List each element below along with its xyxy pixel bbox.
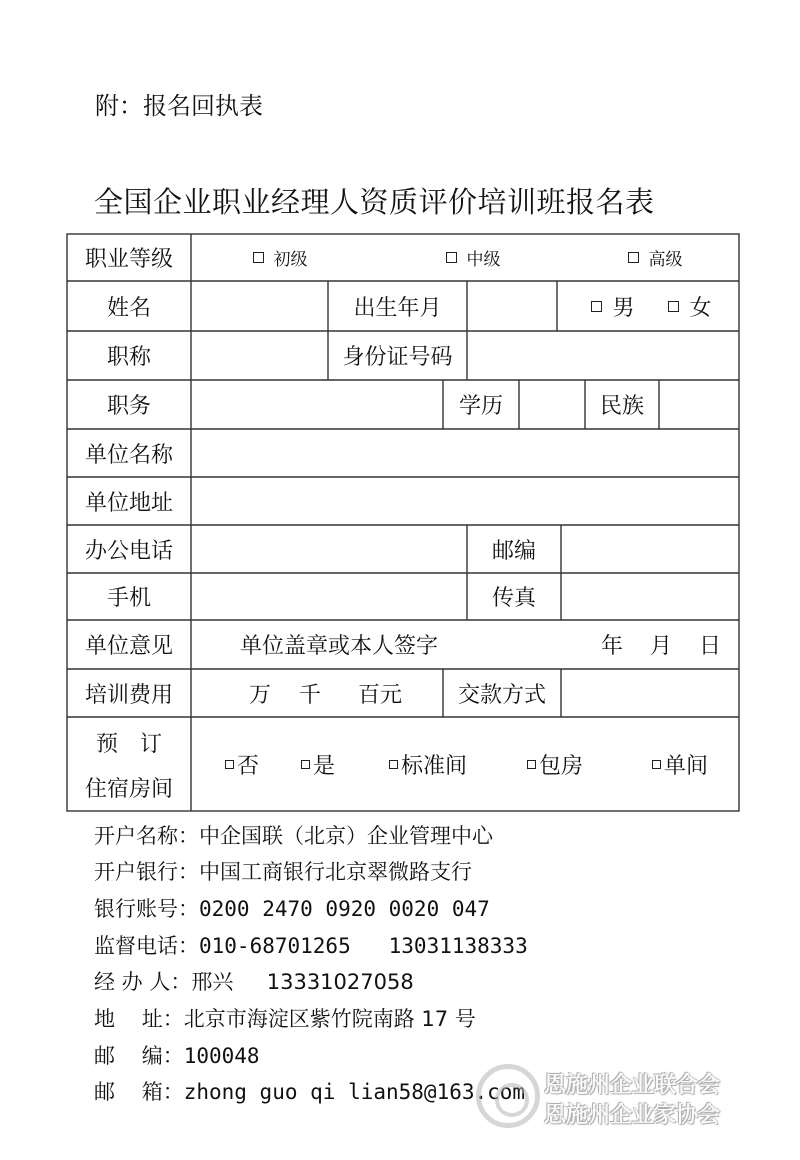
checkbox-icon [389,760,398,769]
level-option-intermediate[interactable]: 中级 [428,234,518,281]
birth-field[interactable] [467,281,557,331]
checkbox-icon [668,301,679,312]
checkbox-icon [225,760,234,769]
checkbox-icon [253,252,264,263]
watermark-line1: 恩施州企业联合会 [544,1073,721,1098]
room-option-yes[interactable]: 是 [288,717,348,811]
position-label: 职务 [106,394,151,419]
education-field[interactable] [519,380,585,429]
org-name-label: 单位名称 [84,442,173,468]
fax-label: 传真 [491,586,536,611]
room-option-no[interactable]: 否 [212,717,272,811]
gender-option-male[interactable]: 男 [578,281,648,331]
ethnicity-label: 民族 [599,394,644,419]
org-address-field[interactable] [191,477,739,525]
attachment-heading: 附：报名回执表 [95,92,263,120]
watermark-line2: 恩施州企业家协会 [544,1103,721,1128]
payment-method-label: 交款方式 [457,682,546,708]
form-title: 全国企业职业经理人资质评价培训班报名表 [94,185,655,219]
date-day: 日 [698,634,721,659]
postcode-field[interactable] [561,525,739,573]
name-label: 姓名 [106,295,151,321]
office-phone-label: 办公电话 [84,538,173,564]
booking-label-line1: 预 订 [95,731,162,757]
room-option-package[interactable]: 包房 [515,717,595,811]
id-number-field[interactable] [467,331,739,380]
org-address-label: 单位地址 [84,490,173,516]
education-label: 学历 [458,394,503,419]
checkbox-icon [301,760,310,769]
date-month: 月 [649,634,672,659]
info-email: 邮 箱：zhong guo qi lian58@163.com [94,1080,526,1104]
watermark [476,1064,776,1130]
payment-method-field[interactable] [561,669,739,717]
level-option-senior[interactable]: 高级 [610,234,700,281]
title-field[interactable] [191,331,328,380]
office-phone-field[interactable] [191,525,467,573]
mobile-field[interactable] [191,573,467,620]
fee-label: 培训费用 [84,682,173,708]
name-field[interactable] [191,281,328,331]
fee-baiyuan: 百元 [357,682,402,708]
info-bank: 开户银行：中国工商银行北京翠微路支行 [94,860,472,884]
checkbox-icon [628,252,639,263]
level-option-junior[interactable]: 初级 [235,234,325,281]
room-option-single[interactable]: 单间 [640,717,720,811]
room-option-standard[interactable]: 标准间 [378,717,478,811]
info-zip: 邮 编：100048 [94,1044,260,1068]
position-field[interactable] [191,380,443,429]
org-opinion-label: 单位意见 [84,634,173,659]
checkbox-icon [527,760,536,769]
date-year: 年 [600,634,623,659]
info-account-name: 开户名称：中企国联（北京）企业管理中心 [94,824,493,848]
checkbox-icon [652,760,661,769]
watermark-logo-icon [476,1064,540,1128]
info-handler: 经 办 人：邢兴 13331027058 [94,970,414,994]
checkbox-icon [446,252,457,263]
level-label: 职业等级 [84,247,173,272]
ethnicity-field[interactable] [659,380,739,429]
birth-label: 出生年月 [353,295,442,321]
stamp-text: 单位盖章或本人签字 [240,634,439,659]
fee-wan: 万 [248,682,271,708]
info-supervise-phone: 监督电话：010-68701265 13031138333 [94,934,528,958]
fee-qian: 千 [298,682,321,708]
info-account-number: 银行账号：0200 2470 0920 0020 047 [94,897,490,921]
mobile-label: 手机 [106,586,151,611]
title-label: 职称 [106,345,151,370]
org-name-field[interactable] [191,429,739,477]
id-number-label: 身份证号码 [342,345,453,370]
postcode-label: 邮编 [491,538,536,564]
booking-label-line2: 住宿房间 [84,776,173,802]
fax-field[interactable] [561,573,739,620]
gender-option-female[interactable]: 女 [655,281,725,331]
info-address: 地 址：北京市海淀区紫竹院南路 17 号 [94,1007,476,1031]
checkbox-icon [591,301,602,312]
